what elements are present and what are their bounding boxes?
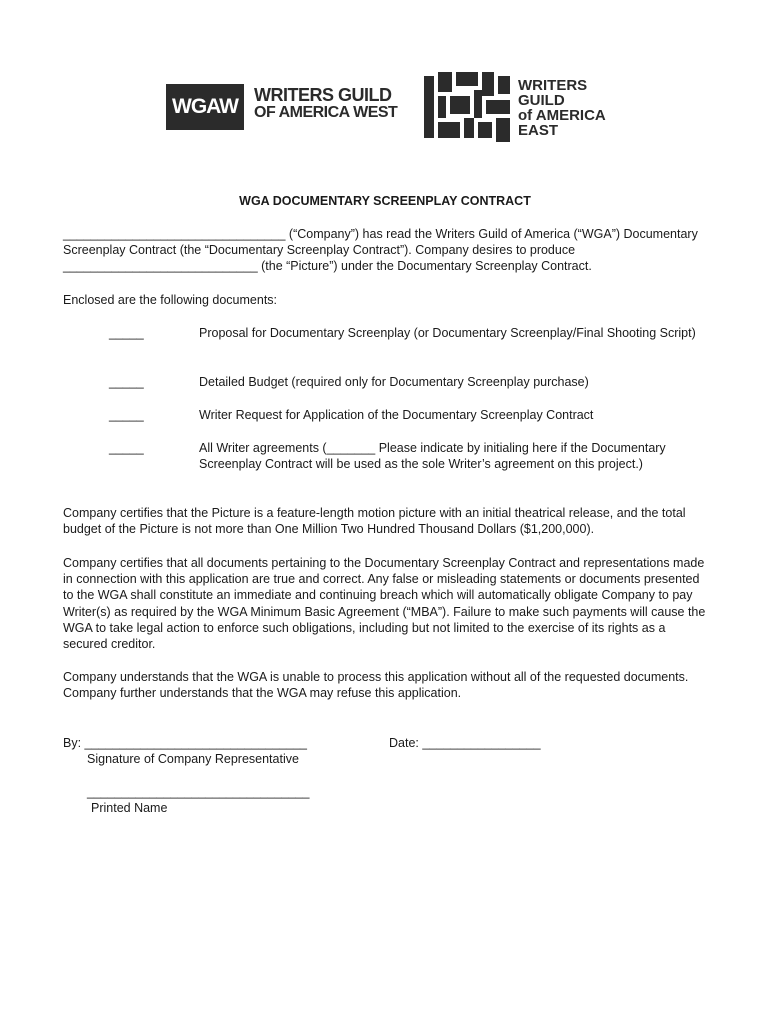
enclosure-text: Detailed Budget (required only for Documentary Screenplay purchase) — [199, 375, 589, 389]
wgae-logo-line4: EAST — [518, 122, 559, 139]
signature-caption: Signature of Company Representative — [87, 752, 299, 766]
certify-documents-paragraph: Company certifies that all documents pertaining to the Documentary Screenplay Contract and representations made in connection with this application are true and correct. Any false or misleading statements or documents presented to the WGA shall constitute an immediate and continuing breach which will automatically obligate Company to pay Writer(s) as required by the WGA Minimum Basic Agreement (“MBA”). Failure to make such payments will cause the WGA to take legal action to enforce such obligations, including but not limited to the exercise of its rights as a secured creditor. — [63, 556, 706, 652]
enclosure-check-blank[interactable]: _____ — [109, 408, 144, 422]
enclosure-text: Writer Request for Application of the Documentary Screenplay Contract — [199, 408, 594, 422]
enclosed-heading: Enclosed are the following documents: — [63, 293, 278, 307]
wgaw-logo-line2: OF AMERICA WEST — [254, 104, 398, 121]
wgaw-logo-text — [254, 86, 397, 122]
intro-paragraph: ________________________________ (“Company”) has read the Writers Guild of America (“WGA”) Documentary Screenplay Contract (the “Documentary Screenplay Contract”). Company desires to produce ____________________________ (the “Picture”) under the Documentary Screenplay Contract. — [63, 227, 698, 274]
logo-header — [166, 72, 616, 142]
enclosure-check-blank[interactable]: _____ — [109, 375, 144, 389]
enclosure-check-blank[interactable]: _____ — [109, 441, 144, 455]
certify-budget-paragraph: Company certifies that the Picture is a feature-length motion picture with an initial theatrical release, and the total budget of the Picture is not more than One Million Two Hundred Thousand Dollars ($1,200,000). — [63, 506, 686, 537]
wgaw-logo-mark: WGAW — [166, 84, 244, 130]
printed-name-line[interactable]: ________________________________ — [87, 785, 310, 799]
wgae-logo-line1: WRITERS — [518, 77, 588, 94]
wgaw-logo-line1: WRITERS GUILD — [254, 85, 392, 105]
signature-line[interactable]: By: ________________________________ — [63, 736, 307, 750]
wgae-logo-line3: of AMERICA — [518, 107, 606, 124]
enclosure-text: Proposal for Documentary Screenplay (or Documentary Screenplay/Final Shooting Script) — [199, 326, 696, 340]
wgae-logo-line2: GUILD — [518, 92, 565, 109]
document-title: WGA DOCUMENTARY SCREENPLAY CONTRACT — [239, 194, 531, 208]
wgae-logo-text — [518, 78, 606, 138]
enclosure-text: All Writer agreements (_______ Please indicate by initialing here if the Documentary Screenplay Contract will be used as the sole Writer’s agreement on this project.) — [199, 441, 666, 472]
understands-paragraph: Company understands that the WGA is unable to process this application without all of the requested documents. Company further understands that the WGA may refuse this application. — [63, 670, 689, 701]
enclosure-check-blank[interactable]: _____ — [109, 326, 144, 340]
date-line[interactable]: Date: _________________ — [389, 736, 541, 750]
printed-name-caption: Printed Name — [91, 801, 168, 815]
wgae-grid-icon — [424, 72, 510, 142]
